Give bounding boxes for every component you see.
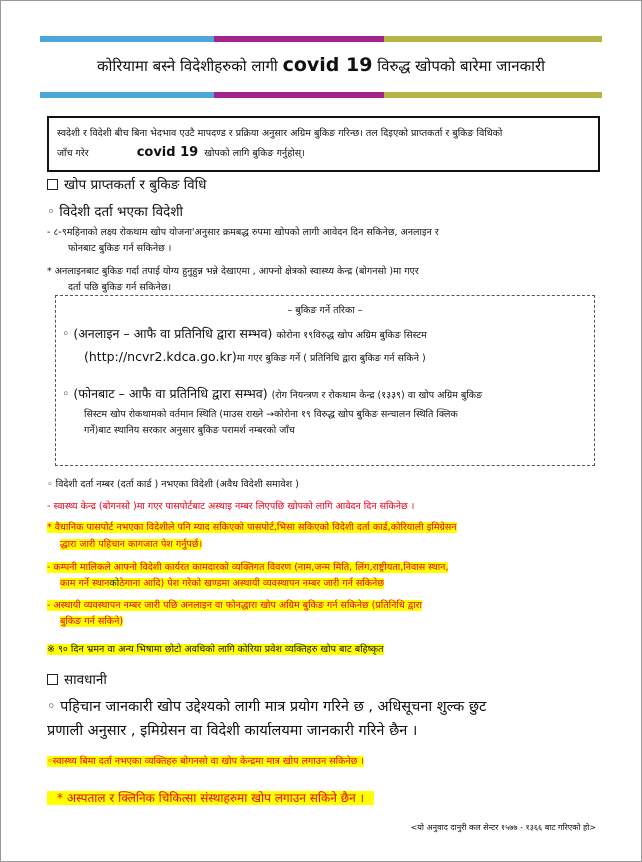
section-heading-recipients: खोप प्राप्तकर्ता र बुकिङ विधि bbox=[47, 175, 206, 193]
bottom-bar-blue bbox=[40, 92, 214, 98]
intro-line-1: स्वदेशी र विदेशी बीच बिना भेदभाव एउटै मापदण्ड र प्रक्रिया अनुसार अग्रिम बुकिङ गरिन्छ। तल दिइएको प्राप्तकर्ता र बुकिङ विधिको bbox=[57, 128, 503, 139]
registered-bullet-2-line-2: दर्ता पछि बुकिङ गर्न सकिनेछ। bbox=[68, 282, 172, 293]
top-bar-purple bbox=[214, 36, 384, 42]
unregistered-rule-2-line-1: * वैधानिक पासपोर्ट नभएका विदेशीले पनि म्याद सकिएको पासपोर्ट,भिसा सकिएको विदेशी दर्ता कार्ड,कोरियाली इमिग्रेसन bbox=[47, 522, 457, 533]
registered-bullet-1-line-2: फोनबाट बुकिङ गर्न सकिनेछ । bbox=[68, 243, 172, 254]
registered-heading: ◦ विदेशी दर्ता भएका विदेशी bbox=[47, 204, 184, 220]
registered-bullet-1-line-1: - ८-९महिनाको लक्ष्य रोकथाम खोप योजना'अनुसार क्रमबद्ध रुपमा खोपको लागी आवेदन दिन सकिनेछ, अनलाइन र bbox=[47, 227, 439, 238]
intro-line-2: जाँच गरेर covid 19 खोपको लागि बुकिङ गर्नुहोस्। bbox=[57, 145, 305, 160]
unregistered-rule-2-line-2: द्धारा जारी पहिचान कागजात पेश गर्नुपर्छ। bbox=[60, 539, 203, 550]
checkbox-icon bbox=[47, 674, 58, 685]
checkbox-icon bbox=[47, 179, 58, 190]
precaution-line-1: ◦ पहिचान जानकारी खोप उद्देश्यको लागी मात्र प्रयोग गरिने छ , अधिसूचना शुल्क छुट bbox=[47, 699, 487, 715]
booking-url: (http://ncvr2.kdca.go.kr) bbox=[84, 349, 237, 364]
booking-method-title: – बुकिङ गर्ने तरिका – bbox=[287, 305, 363, 316]
precaution-hospital-note: * अस्पताल र क्लिनिक चिकित्सा संस्थाहरुमा खोप लगाउन सकिने छैन । bbox=[47, 788, 374, 808]
precaution-line-2: प्रणाली अनुसार , इमिग्रेसन वा विदेशी कार्यालयमा जानकारी गरिने छैन । bbox=[47, 723, 418, 739]
precaution-insurance-note: ◦स्वास्थ्य बिमा दर्ता नभएका व्यक्तिहरु बोगनसो वा खोप केन्द्रमा मात्र खोप लगाउन सकिनेछ । bbox=[47, 756, 364, 767]
online-method-line-1: ◦ (अनलाइन – आफै वा प्रतिनिधि द्वारा सम्भव) कोरोना १९विरुद्ध खोप अग्रिम बुकिङ सिस्टम bbox=[62, 326, 427, 341]
phone-method-line-1: ◦ (फोनबाट – आफै वा प्रतिनिधि द्वारा सम्भव) (रोग नियन्त्रण र रोकथाम केन्द्र (१३३९) वा खोप अग्रिम बुकिङ bbox=[62, 386, 483, 401]
unregistered-rule-3-line-1: - कम्पनी मालिकले आफ्नो विदेशी कार्यरत कामदारको व्यक्तिगत विवरण (नाम,जन्म मिति, लिंग,राष्ट्रीयता,निवास स्थान, bbox=[47, 562, 449, 573]
unregistered-rule-4-line-2: बुकिङ गर्न सकिने) bbox=[60, 616, 124, 627]
unregistered-heading: ◦ विदेशी दर्ता नम्बर (दर्ता कार्ड ) नभएका विदेशी (अवैध विदेशी समावेश ) bbox=[47, 479, 299, 490]
bottom-bar-purple bbox=[214, 92, 384, 98]
section-heading-precaution: सावधानी bbox=[47, 670, 107, 688]
registered-bullet-2-line-1: * अनलाइनबाट बुकिङ गर्दा तपाई योग्य हुनुहुन्न भन्ने देखाएमा , आफ्नो क्षेत्रको स्वास्थ्य केन्द्र (बोगनसो )मा गएर bbox=[47, 266, 419, 277]
online-method-line-2: (http://ncvr2.kdca.go.kr)मा गएर बुकिङ गर्ने ( प्रतिनिधि द्वारा बुकिङ गर्न सकिने ) bbox=[84, 349, 426, 364]
phone-method-line-2: सिस्टम खोप रोकथामको वर्तमान स्थिति (माउस राख्ने →कोरोना १९ विरुद्ध खोप बुकिङ सन्चालन स्थिति क्लिक bbox=[84, 409, 458, 420]
top-bar-olive bbox=[384, 36, 602, 42]
translation-footer: <यो अनुवाद दानुरी कल सेन्टर १५७७ - १३६६ बाट गरिएको हो> bbox=[410, 823, 596, 832]
page-title: कोरियामा बस्ने विदेशीहरुको लागी covid 19 विरुद्ध खोपको बारेमा जानकारी bbox=[96, 54, 545, 76]
unregistered-rule-1: - स्वास्थ्य केन्द्र (बोगनसो )मा गएर पासपोर्टबाट अस्थाइ नम्बर लिएपछि खोपको लागि आवेदन दिन सकिनेछ । bbox=[47, 501, 415, 512]
booking-method-box bbox=[55, 295, 595, 466]
short-stay-note: ※ ९० दिन भ्रमन वा अन्य भिषामा छोटो अवधिको लागि कोरिया प्रवेश व्यक्तिहरु खोप बाट बहिष्कृत bbox=[47, 644, 384, 655]
intro-box bbox=[47, 116, 600, 172]
unregistered-rule-4-line-1: - अस्थायी व्यवस्थापन नम्बर जारी पछि अनलाइन वा फोनद्धारा खोप अग्रिम बुकिङ गर्न सकिनेछ (प्रतिनिधि द्वारा bbox=[47, 600, 422, 611]
bottom-bar-olive bbox=[384, 92, 602, 98]
unregistered-rule-3-line-2: काम गर्ने स्थानकोठेगाना आदि) पेश गरेको खण्डमा अस्थायी व्यवस्थापन नम्बर जारी गर्न सकिनेछ bbox=[60, 578, 384, 589]
phone-method-line-3: गर्ने)बाट स्थानिय सरकार अनुसार बुकिङ परामर्श नम्बरको जाँच bbox=[84, 425, 295, 436]
top-bar-blue bbox=[40, 36, 214, 42]
